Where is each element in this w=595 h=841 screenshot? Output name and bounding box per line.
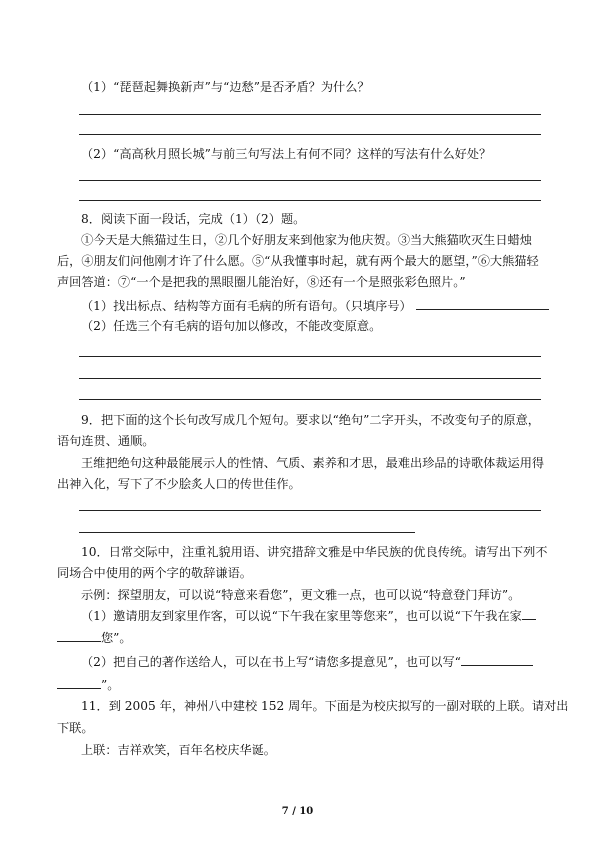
q10-sub2-cont [57, 676, 119, 693]
answer-line[interactable] [79, 532, 415, 533]
q8-sub1 [81, 297, 549, 314]
q8-passage-line: 后，④朋友们问他刚才许了什么愿。⑤“从我懂事时起，就有两个最大的愿望，”⑥大熊猫轻 [57, 254, 539, 268]
q11-title: 11．到 2005 年，神州八中建校 152 周年。下面是为校庆拟写的一副对联的上联。请对出 [81, 699, 569, 713]
q10-sub1 [81, 607, 536, 624]
q8-sub1-text: （1）找出标点、结构等方面有毛病的所有语句。（只填序号） [81, 299, 412, 313]
page-number: 7 / 10 [281, 806, 314, 817]
q10-sub1-end: 您”。 [101, 631, 132, 645]
answer-line[interactable] [79, 180, 541, 181]
q11-upper-couplet: 上联：吉祥欢笑，百年名校庆华诞。 [81, 743, 276, 757]
fill-blank[interactable] [522, 607, 536, 620]
q8-passage-line: 声回答道：⑦“一个是把我的黑眼圈儿能治好，⑧还有一个是照张彩色照片。” [57, 275, 466, 289]
q9-sentence: 出神入化，写下了不少脍炙人口的传世佳作。 [57, 477, 301, 491]
q11-title: 下联。 [57, 721, 94, 735]
fill-blank[interactable] [416, 297, 549, 310]
q7-sub2: （2）“高高秋月照长城”与前三句写法上有何不同？这样的写法有什么好处？ [81, 147, 492, 161]
answer-line[interactable] [79, 399, 541, 400]
q10-sub1-text: （1）邀请朋友到家里作客，可以说“下午我在家里等您来”，也可以说“下午我在家 [81, 609, 522, 623]
fill-blank[interactable] [57, 676, 101, 689]
fill-blank[interactable] [461, 653, 533, 666]
answer-line[interactable] [79, 114, 541, 115]
answer-line[interactable] [79, 378, 541, 379]
answer-line[interactable] [79, 200, 541, 201]
q9-title: 语句连贯、通顺。 [57, 434, 155, 448]
q10-title: 10．日常交际中，注重礼貌用语、讲究措辞文雅是中华民族的优良传统。请写出下列不 [81, 545, 548, 559]
q8-sub2: （2）任选三个有毛病的语句加以修改，不能改变原意。 [81, 319, 382, 333]
q9-title: 9．把下面的这个长句改写成几个短句。要求以“绝句”二字开头，不改变句子的原意， [81, 413, 540, 427]
q8-title: 8．阅读下面一段话，完成（1）（2）题。 [81, 212, 306, 226]
q10-sub2 [81, 653, 533, 670]
q8-passage-line: ①今天是大熊猫过生日，②几个好朋友来到他家为他庆贺。③当大熊猫吹灭生日蜡烛 [81, 233, 532, 247]
answer-line[interactable] [79, 356, 541, 357]
answer-line[interactable] [79, 134, 541, 135]
fill-blank[interactable] [57, 629, 101, 642]
q10-sub2-text: （2）把自己的著作送给人，可以在书上写“请您多提意见”，也可以写“ [81, 655, 461, 669]
q9-sentence: 王维把绝句这种最能展示人的性情、气质、素养和才思，最难出珍品的诗歌体裁运用得 [81, 456, 545, 470]
q10-title: 同场合中使用的两个字的敬辞谦语。 [57, 566, 252, 580]
q10-sub1-cont [57, 629, 132, 646]
answer-line[interactable] [79, 510, 541, 511]
q7-sub1: （1）“琵琶起舞换新声”与“边愁”是否矛盾？为什么？ [81, 80, 370, 94]
q10-sub2-end: ”。 [101, 678, 120, 692]
q10-example: 示例：探望朋友，可以说“特意来看您”，更文雅一点，也可以说“特意登门拜访”。 [81, 588, 521, 602]
